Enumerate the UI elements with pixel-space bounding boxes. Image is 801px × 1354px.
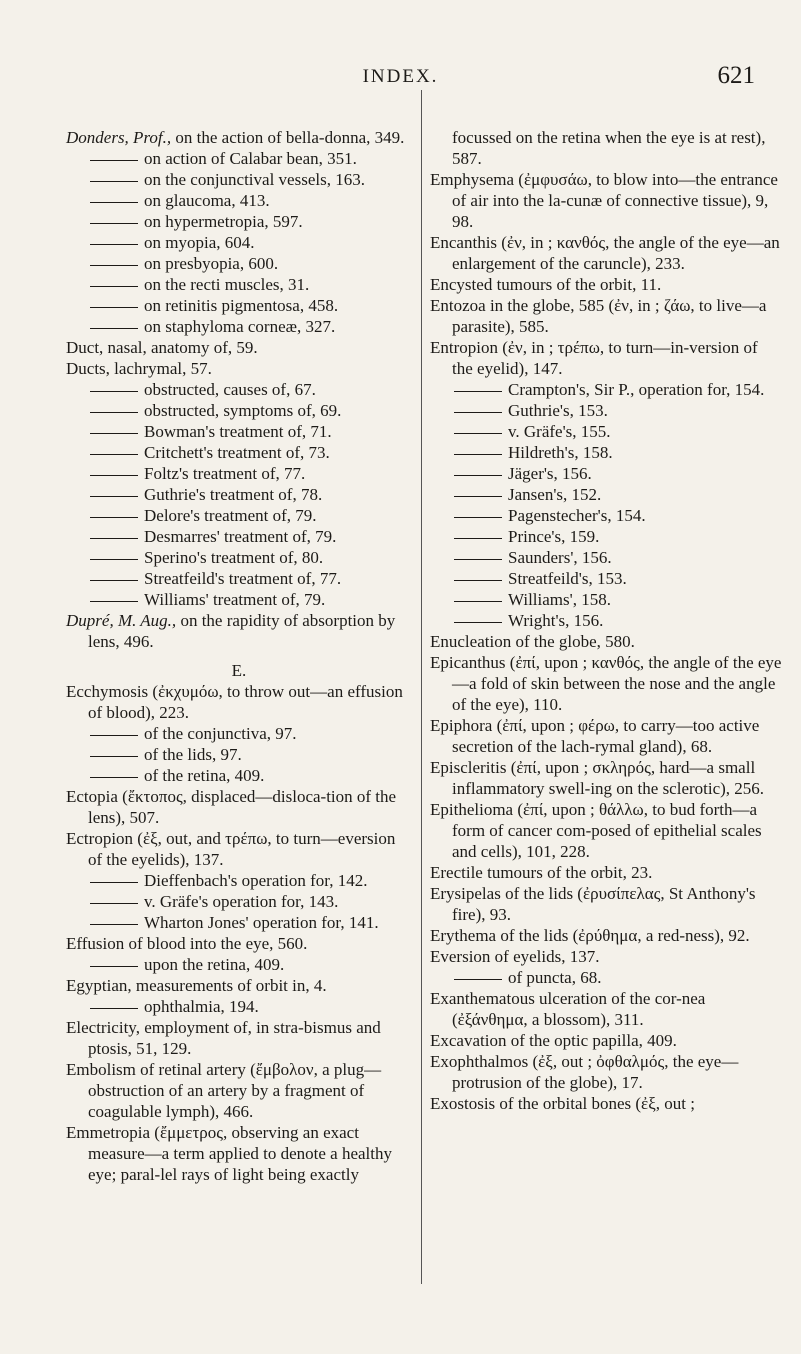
ditto-dash xyxy=(90,328,138,329)
entry-text: Bowman's treatment of, 71. xyxy=(144,422,332,441)
index-entry xyxy=(430,337,782,379)
index-subentry xyxy=(66,421,412,442)
index-subentry xyxy=(66,547,412,568)
index-entry xyxy=(430,715,782,757)
entry-text: on the conjunctival vessels, 163. xyxy=(144,170,365,189)
entry-text: of the lids, 97. xyxy=(144,745,242,764)
ditto-dash xyxy=(90,777,138,778)
index-subentry xyxy=(430,568,782,589)
ditto-dash xyxy=(454,391,502,392)
entry-text: of the retina, 409. xyxy=(144,766,265,785)
ditto-dash xyxy=(90,286,138,287)
index-entry xyxy=(66,786,412,828)
entry-text: Embolism of retinal artery (ἔμβολον, a plug—obstruction of an artery by a fragment of coagulable lymph), 466. xyxy=(66,1060,382,1121)
index-subentry xyxy=(66,954,412,975)
entry-text: on the rapidity of absorption by lens, 496. xyxy=(88,611,396,651)
entry-text: Enucleation of the globe, 580. xyxy=(430,632,635,651)
index-entry xyxy=(430,295,782,337)
index-subentry xyxy=(66,526,412,547)
entry-text: on action of Calabar bean, 351. xyxy=(144,149,357,168)
entry-text: Ectopia (ἔκτοπος, displaced—disloca-tion of the lens), 507. xyxy=(66,787,397,827)
index-subentry xyxy=(66,870,412,891)
entry-text: Electricity, employment of, in stra-bismus and ptosis, 51, 129. xyxy=(66,1018,381,1058)
ditto-dash xyxy=(90,202,138,203)
index-subentry xyxy=(66,295,412,316)
index-subentry xyxy=(66,912,412,933)
index-entry xyxy=(430,232,782,274)
index-entry xyxy=(66,681,412,723)
page-number: 621 xyxy=(717,62,755,89)
ditto-dash xyxy=(90,559,138,560)
section-letter-text: E. xyxy=(231,661,247,680)
entry-text: Sperino's treatment of, 80. xyxy=(144,548,324,567)
ditto-dash xyxy=(90,496,138,497)
index-entry xyxy=(430,799,782,862)
ditto-dash xyxy=(454,538,502,539)
ditto-dash xyxy=(454,622,502,623)
index-subentry xyxy=(430,421,782,442)
index-entry xyxy=(430,1051,782,1093)
entry-text: Encysted tumours of the orbit, 11. xyxy=(430,275,662,294)
index-entry xyxy=(430,862,782,883)
entry-text: Entozoa in the globe, 585 (ἐν, in ; ζάω, to live—a parasite), 585. xyxy=(430,296,767,336)
ditto-dash xyxy=(454,496,502,497)
index-entry xyxy=(66,337,412,358)
entry-text: Wharton Jones' operation for, 141. xyxy=(144,913,379,932)
index-subentry xyxy=(430,547,782,568)
index-subentry xyxy=(430,526,782,547)
ditto-dash xyxy=(90,265,138,266)
entry-text: of the conjunctiva, 97. xyxy=(144,724,297,743)
index-entry xyxy=(430,1093,782,1114)
index-subentry xyxy=(66,505,412,526)
entry-text: focussed on the retina when the eye is at rest), 587. xyxy=(452,128,766,168)
ditto-dash xyxy=(90,412,138,413)
index-subentry xyxy=(66,232,412,253)
entry-text: on glaucoma, 413. xyxy=(144,191,270,210)
entry-head: Donders, Prof., xyxy=(66,128,172,147)
entry-text: Entropion (ἐν, in ; τρέπω, to turn—in-version of the eyelid), 147. xyxy=(430,338,758,378)
index-entry xyxy=(66,1017,412,1059)
right-column xyxy=(430,127,782,1114)
entry-text: Episcleritis (ἐπί, upon ; σκληρός, hard—a small inflammatory swell-ing on the sclerotic), 256. xyxy=(430,758,765,798)
entry-head: Dupré, M. Aug., xyxy=(66,611,177,630)
entry-text: v. Gräfe's, 155. xyxy=(508,422,611,441)
ditto-dash xyxy=(90,756,138,757)
index-entry xyxy=(430,757,782,799)
ditto-dash xyxy=(90,538,138,539)
index-entry xyxy=(66,1122,412,1185)
entry-text: Delore's treatment of, 79. xyxy=(144,506,317,525)
entry-text: Emmetropia (ἔμμετρος, observing an exact measure—a term applied to denote a healthy eye; paral-lel rays of light being exactly xyxy=(66,1123,392,1184)
index-entry xyxy=(66,127,412,148)
index-subentry xyxy=(430,463,782,484)
entry-text: Duct, nasal, anatomy of, 59. xyxy=(66,338,258,357)
index-subentry xyxy=(430,505,782,526)
ditto-dash xyxy=(90,903,138,904)
index-subentry xyxy=(66,400,412,421)
ditto-dash xyxy=(90,433,138,434)
entry-text: Foltz's treatment of, 77. xyxy=(144,464,306,483)
ditto-dash xyxy=(90,882,138,883)
ditto-dash xyxy=(454,559,502,560)
entry-text: Ecchymosis (ἐκχυμόω, to throw out—an effusion of blood), 223. xyxy=(66,682,403,722)
index-subentry xyxy=(66,211,412,232)
index-subentry xyxy=(66,744,412,765)
entry-text: Jäger's, 156. xyxy=(508,464,592,483)
index-entry xyxy=(430,988,782,1030)
entry-text: Excavation of the optic papilla, 409. xyxy=(430,1031,677,1050)
ditto-dash xyxy=(90,223,138,224)
ditto-dash xyxy=(90,966,138,967)
ditto-dash xyxy=(454,475,502,476)
entry-text: on staphyloma corneæ, 327. xyxy=(144,317,336,336)
ditto-dash xyxy=(90,244,138,245)
index-entry xyxy=(430,925,782,946)
index-subentry xyxy=(430,967,782,988)
index-subentry xyxy=(430,484,782,505)
index-subentry xyxy=(66,316,412,337)
entry-text: Erythema of the lids (ἐρύθημα, a red-ness), 92. xyxy=(430,926,750,945)
ditto-dash xyxy=(454,979,502,980)
index-entry xyxy=(66,1059,412,1122)
entry-text: Exanthematous ulceration of the cor-nea (ἐξάνθημα, a blossom), 311. xyxy=(430,989,706,1029)
entry-text: Desmarres' treatment of, 79. xyxy=(144,527,337,546)
entry-text: obstructed, symptoms of, 69. xyxy=(144,401,342,420)
entry-text: Hildreth's, 158. xyxy=(508,443,613,462)
entry-text: ophthalmia, 194. xyxy=(144,997,259,1016)
entry-text: Streatfeild's treatment of, 77. xyxy=(144,569,342,588)
entry-text: Williams' treatment of, 79. xyxy=(144,590,326,609)
index-entry xyxy=(66,358,412,379)
index-subentry xyxy=(430,442,782,463)
index-entry xyxy=(66,975,412,996)
entry-text: Epiphora (ἐπί, upon ; φέρω, to carry—too active secretion of the lach-rymal gland), 68. xyxy=(430,716,760,756)
index-subentry xyxy=(66,891,412,912)
entry-text: Egyptian, measurements of orbit in, 4. xyxy=(66,976,327,995)
index-entry xyxy=(66,610,412,652)
index-subentry xyxy=(430,379,782,400)
index-entry xyxy=(430,946,782,967)
index-subentry xyxy=(66,589,412,610)
entry-text: Williams', 158. xyxy=(508,590,611,609)
index-subentry xyxy=(66,484,412,505)
index-entry xyxy=(66,933,412,954)
entry-text: Crampton's, Sir P., operation for, 154. xyxy=(508,380,765,399)
entry-text: Jansen's, 152. xyxy=(508,485,602,504)
entry-text: on the action of bella-donna, 349. xyxy=(171,128,405,147)
entry-text: Prince's, 159. xyxy=(508,527,600,546)
entry-text: Streatfeild's, 153. xyxy=(508,569,627,588)
index-subentry xyxy=(66,996,412,1017)
entry-text: Exostosis of the orbital bones (ἐξ, out ; xyxy=(430,1094,695,1113)
ditto-dash xyxy=(90,517,138,518)
ditto-dash xyxy=(90,475,138,476)
index-subentry xyxy=(66,379,412,400)
index-subentry xyxy=(66,148,412,169)
entry-text: Ducts, lachrymal, 57. xyxy=(66,359,212,378)
index-subentry xyxy=(66,723,412,744)
index-subentry xyxy=(66,568,412,589)
entry-text: on the recti muscles, 31. xyxy=(144,275,310,294)
ditto-dash xyxy=(454,601,502,602)
index-entry xyxy=(430,1030,782,1051)
index-entry xyxy=(430,652,782,715)
ditto-dash xyxy=(90,454,138,455)
entry-text: Exophthalmos (ἐξ, out ; ὀφθαλμός, the eye—protrusion of the globe), 17. xyxy=(430,1052,739,1092)
entry-text: upon the retina, 409. xyxy=(144,955,285,974)
index-entry xyxy=(66,828,412,870)
entry-text: on myopia, 604. xyxy=(144,233,255,252)
entry-text: Epicanthus (ἐπί, upon ; κανθός, the angle of the eye—a fold of skin between the nose and the angle of the eye), 110. xyxy=(430,653,782,714)
entry-text: Dieffenbach's operation for, 142. xyxy=(144,871,368,890)
entry-text: Erectile tumours of the orbit, 23. xyxy=(430,863,653,882)
ditto-dash xyxy=(454,433,502,434)
ditto-dash xyxy=(90,1008,138,1009)
entry-text: obstructed, causes of, 67. xyxy=(144,380,316,399)
ditto-dash xyxy=(454,517,502,518)
column-divider xyxy=(421,90,422,1284)
ditto-dash xyxy=(454,454,502,455)
entry-text: Pagenstecher's, 154. xyxy=(508,506,646,525)
index-subentry xyxy=(66,274,412,295)
entry-text: Saunders', 156. xyxy=(508,548,612,567)
ditto-dash xyxy=(90,580,138,581)
entry-text: Emphysema (ἐμφυσάω, to blow into—the entrance of air into the la-cunæ of connective tissue), 9, 98. xyxy=(430,170,778,231)
entry-text: Encanthis (ἐν, in ; κανθός, the angle of the eye—an enlargement of the caruncle), 233. xyxy=(430,233,780,273)
entry-text: v. Gräfe's operation for, 143. xyxy=(144,892,339,911)
ditto-dash xyxy=(454,412,502,413)
entry-text: Epithelioma (ἐπί, upon ; θάλλω, to bud forth—a form of cancer com-posed of epithelial scales and cells), 101, 228. xyxy=(430,800,762,861)
ditto-dash xyxy=(90,924,138,925)
index-subentry xyxy=(66,442,412,463)
entry-text: on hypermetropia, 597. xyxy=(144,212,303,231)
entry-text: Eversion of eyelids, 137. xyxy=(430,947,600,966)
index-entry xyxy=(430,883,782,925)
ditto-dash xyxy=(90,735,138,736)
index-subentry xyxy=(430,610,782,631)
ditto-dash xyxy=(454,580,502,581)
section-letter xyxy=(66,652,412,681)
index-entry xyxy=(430,631,782,652)
index-entry xyxy=(430,169,782,232)
entry-text: of puncta, 68. xyxy=(508,968,602,987)
entry-text: Erysipelas of the lids (ἐρυσίπελας, St Anthony's fire), 93. xyxy=(430,884,756,924)
index-subentry xyxy=(66,253,412,274)
entry-text: on retinitis pigmentosa, 458. xyxy=(144,296,339,315)
ditto-dash xyxy=(90,601,138,602)
entry-text: on presbyopia, 600. xyxy=(144,254,279,273)
index-entry xyxy=(430,127,782,169)
index-subentry xyxy=(66,765,412,786)
entry-text: Critchett's treatment of, 73. xyxy=(144,443,330,462)
entry-text: Effusion of blood into the eye, 560. xyxy=(66,934,308,953)
running-title: INDEX. xyxy=(362,66,439,87)
index-subentry xyxy=(66,169,412,190)
index-subentry xyxy=(66,190,412,211)
index-subentry xyxy=(430,400,782,421)
entry-text: Wright's, 156. xyxy=(508,611,604,630)
index-subentry xyxy=(430,589,782,610)
index-subentry xyxy=(66,463,412,484)
ditto-dash xyxy=(90,391,138,392)
ditto-dash xyxy=(90,160,138,161)
entry-text: Guthrie's treatment of, 78. xyxy=(144,485,323,504)
entry-text: Ectropion (ἐξ, out, and τρέπω, to turn—eversion of the eyelids), 137. xyxy=(66,829,396,869)
index-entry xyxy=(430,274,782,295)
ditto-dash xyxy=(90,307,138,308)
ditto-dash xyxy=(90,181,138,182)
entry-text: Guthrie's, 153. xyxy=(508,401,608,420)
left-column xyxy=(66,127,412,1185)
